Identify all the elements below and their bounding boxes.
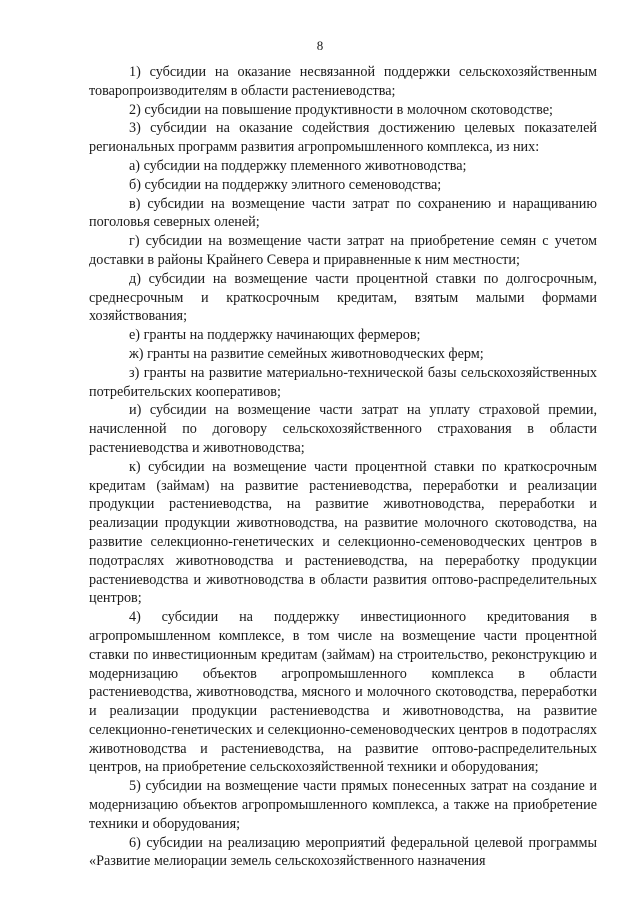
paragraph-3d: д) субсидии на возмещение части процентной ставки по долгосрочным, среднесрочным и краткосрочным кредитам, взятым малыми формами хозяйствования; bbox=[89, 270, 597, 325]
paragraph-6: 6) субсидии на реализацию мероприятий федеральной целевой программы «Развитие мелиорации земель сельскохозяйственного назначения bbox=[89, 834, 597, 870]
paragraph-3: 3) субсидии на оказание содействия достижению целевых показателей региональных программ развития агропромышленного комплекса, из них: bbox=[89, 120, 597, 156]
paragraph-5: 5) субсидии на возмещение части прямых понесенных затрат на создание и модернизацию объектов агропромышленного комплекса, а также на приобретение техники и оборудования; bbox=[89, 778, 597, 832]
paragraph-2: 2) субсидии на повышение продуктивности в молочном скотоводстве; bbox=[129, 101, 553, 118]
paragraph-3z: з) гранты на развитие материально-технической базы сельскохозяйственных потребительских кооперативов; bbox=[89, 364, 597, 400]
paragraph-3v: в) субсидии на возмещение части затрат по сохранению и наращиванию поголовья северных оленей; bbox=[89, 195, 597, 231]
document-body bbox=[89, 63, 597, 871]
paragraph-3a: а) субсидии на поддержку племенного животноводства; bbox=[129, 157, 467, 174]
paragraph-3e: е) гранты на поддержку начинающих фермеров; bbox=[129, 327, 421, 344]
paragraph-3zh: ж) гранты на развитие семейных животноводческих ферм; bbox=[129, 345, 484, 362]
paragraph-4: 4) субсидии на поддержку инвестиционного кредитования в агропромышленном комплексе, в том числе на возмещение части процентной ставки по инвестиционным кредитам (займам) на строительство, реконструкцию и модернизацию объектов агропромышленного комплекса в области растениеводства, животноводства, мясного и молочного скотоводства, переработки и реализации продукции растениеводства и животноводства, на развитие селекционно-генетических и селекционно-семеноводческих центров в подотраслях животноводства и растениеводства, на развитие оптово-распределительных центров, на приобретение сельскохозяйственной техники и оборудования; bbox=[89, 609, 597, 776]
paragraph-3i: и) субсидии на возмещение части затрат на уплату страховой премии, начисленной по договору сельскохозяйственного страхования в области растениеводства и животноводства; bbox=[89, 402, 597, 456]
paragraph-3k: к) субсидии на возмещение части процентной ставки по краткосрочным кредитам (займам) на развитие растениеводства, переработки и реализации продукции растениеводства, на развитие животноводства, переработки и реализации продукции животноводства, на развитие молочного скотоводства, на развитие селекционно-генетических и селекционно-семеноводческих центров в подотраслях животноводства и растениеводства, на переработку продукции растениеводства и животноводства в области развития оптово-распределительных центров; bbox=[89, 458, 597, 607]
paragraph-3g: г) субсидии на возмещение части затрат на приобретение семян с учетом доставки в районы Крайнего Севера и приравненные к ним местности; bbox=[89, 233, 597, 268]
page-number: 8 bbox=[316, 38, 324, 53]
paragraph-3b: б) субсидии на поддержку элитного семеноводства; bbox=[129, 176, 442, 193]
paragraph-1: 1) субсидии на оказание несвязанной поддержки сельскохозяйственным товаропроизводителям в области растениеводства; bbox=[89, 64, 597, 99]
